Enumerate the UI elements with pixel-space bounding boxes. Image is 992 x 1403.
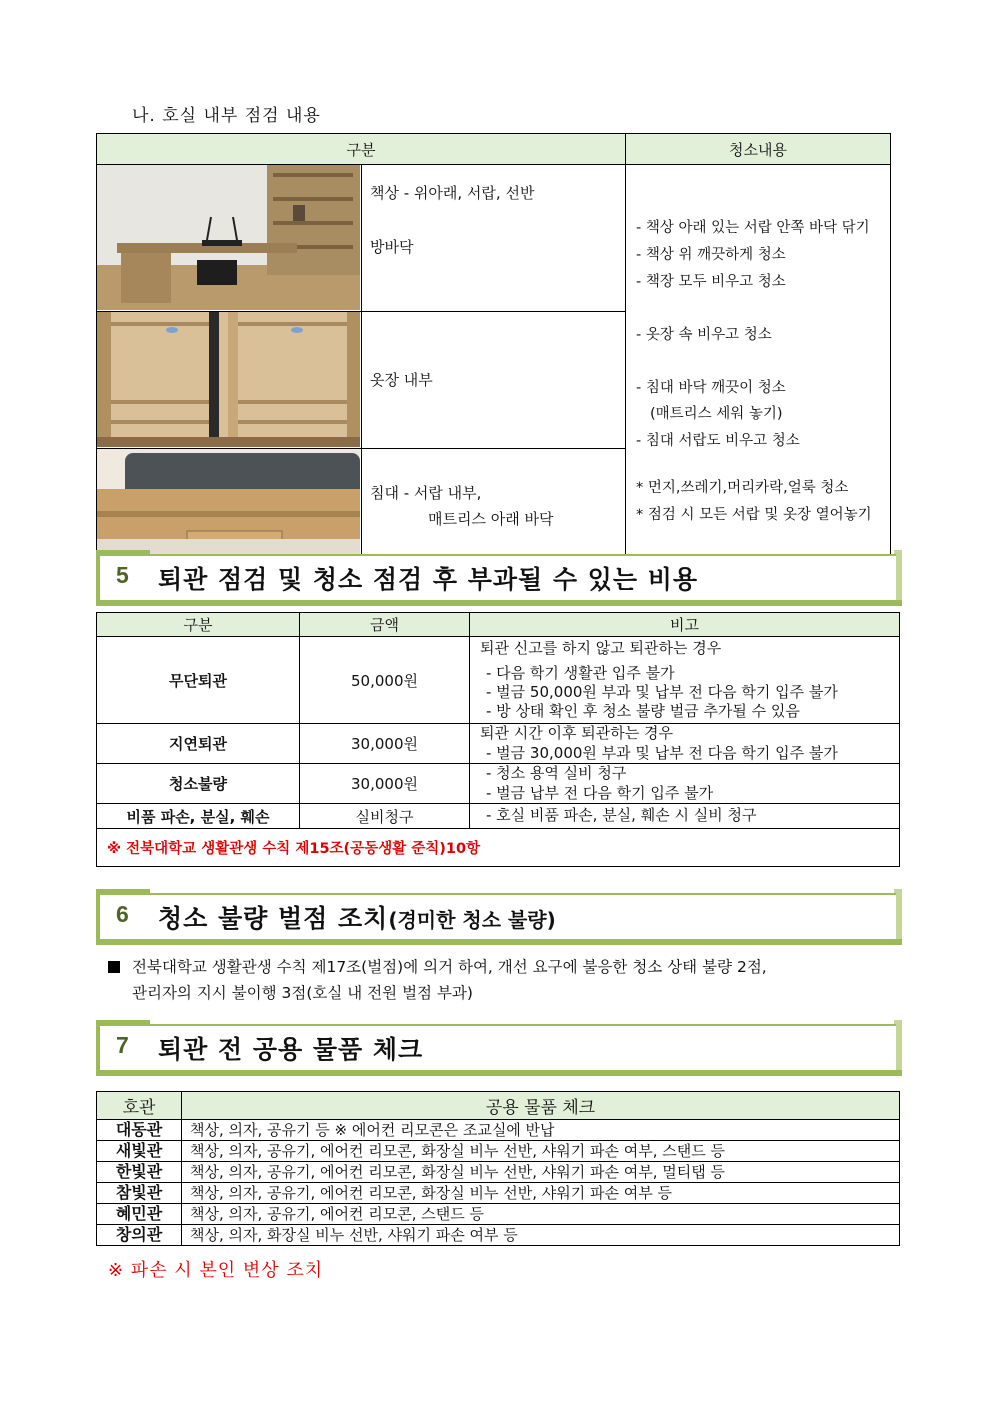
hall-name: 혜민관 (97, 1204, 182, 1225)
table-row (97, 804, 900, 829)
desk-photo (97, 165, 362, 312)
bed-line: 침대 - 서랍 내부, (370, 484, 482, 502)
fee-notes (470, 637, 900, 724)
note-line: - 청소 용역 실비 청구 (486, 764, 627, 783)
fee-amount: 실비청구 (300, 804, 470, 829)
hall-items: 책상, 의자, 공유기, 에어컨 리모콘, 스탠드 등 (182, 1204, 900, 1225)
wardrobe-description (362, 312, 626, 449)
hall-items: 책상, 의자, 공유기 등 ※ 에어컨 리모콘은 조교실에 반납 (182, 1120, 900, 1141)
clean-note: * 점검 시 모든 서랍 및 옷장 열어놓기 (636, 506, 872, 523)
clean-item: - 침대 바닥 깨끗이 청소 (636, 379, 786, 396)
fee-table (96, 612, 900, 867)
hall-name: 새빛관 (97, 1141, 182, 1162)
fee-header-type: 구분 (97, 613, 300, 637)
header-cleaning: 청소내용 (626, 134, 891, 165)
section-6-header (96, 889, 902, 945)
table-row (97, 764, 900, 804)
hall-name: 대동관 (97, 1120, 182, 1141)
section-title-main: 청소 불량 벌점 조치 (158, 904, 389, 933)
table-row (97, 1162, 900, 1183)
section-title-sub: (경미한 청소 불량) (388, 908, 556, 932)
table-row (97, 1141, 900, 1162)
section-5-header (96, 550, 902, 606)
fee-type: 무단퇴관 (97, 637, 300, 724)
fee-header-amount: 금액 (300, 613, 470, 637)
section-title (158, 899, 556, 935)
note-line: - 다음 학기 생활관 입주 불가 (486, 663, 675, 682)
fee-header-notes: 비고 (470, 613, 900, 637)
bed-photo (97, 449, 362, 560)
section-7-header (96, 1020, 902, 1076)
penalty-paragraph (108, 955, 898, 1006)
hall-items: 책상, 의자, 공유기, 에어컨 리모콘, 화장실 비누 선반, 샤워기 파손 여부, 스탠드 등 (182, 1141, 900, 1162)
fee-notes (470, 764, 900, 804)
section-subheading: 나. 호실 내부 점검 내용 (132, 106, 321, 126)
section-title: 퇴관 점검 및 청소 점검 후 부과될 수 있는 비용 (158, 565, 699, 594)
bed-description (362, 449, 626, 560)
square-bullet-icon (108, 961, 120, 973)
fee-type: 청소불량 (97, 764, 300, 804)
hall-items: 책상, 의자, 화장실 비누 선반, 샤워기 파손 여부 등 (182, 1225, 900, 1246)
section-number: 5 (116, 562, 129, 588)
clean-item: (매트리스 세워 놓기) (650, 406, 783, 423)
fee-amount: 30,000원 (300, 724, 470, 764)
bed-line-2: 매트리스 아래 바닥 (428, 509, 554, 528)
table-row (97, 1225, 900, 1246)
section-number: 7 (116, 1032, 129, 1058)
damage-note: ※ 파손 시 본인 변상 조치 (108, 1260, 324, 1281)
note-line: 퇴관 시간 이후 퇴관하는 경우 (480, 724, 673, 743)
hall-items: 책상, 의자, 공유기, 에어컨 리모콘, 화장실 비누 선반, 샤워기 파손 여부, 멀티탭 등 (182, 1162, 900, 1183)
desk-description (362, 165, 626, 312)
note-line: - 호실 비품 파손, 분실, 훼손 시 실비 청구 (486, 806, 757, 825)
clean-item: - 침대 서랍도 비우고 청소 (636, 433, 800, 450)
clean-note: * 먼지,쓰레기,머리카락,얼룩 청소 (636, 480, 849, 497)
inspection-table (96, 133, 891, 560)
clean-item: - 책장 모두 비우고 청소 (636, 273, 786, 290)
note-line: 퇴관 신고를 하지 않고 퇴관하는 경우 (480, 638, 722, 657)
table-row (97, 1204, 900, 1225)
note-line: - 벌금 30,000원 부과 및 납부 전 다음 학기 입주 불가 (486, 743, 838, 762)
clean-item: - 옷장 속 비우고 청소 (636, 326, 772, 343)
note-line: - 방 상태 확인 후 청소 불량 벌금 추가될 수 있음 (486, 702, 800, 721)
regulation-note: ※ 전북대학교 생활관생 수칙 제15조(공동생활 준칙)10항 (97, 829, 900, 867)
fee-type: 지연퇴관 (97, 724, 300, 764)
fee-amount: 50,000원 (300, 637, 470, 724)
hall-name: 한빛관 (97, 1162, 182, 1183)
fee-notes (470, 724, 900, 764)
section-title: 퇴관 전 공용 물품 체크 (158, 1035, 424, 1064)
hall-name: 창의관 (97, 1225, 182, 1246)
table-row (97, 724, 900, 764)
note-line: - 벌금 50,000원 부과 및 납부 전 다음 학기 입주 불가 (486, 683, 838, 701)
floor-line: 방바닥 (370, 237, 414, 256)
items-table (96, 1091, 900, 1246)
table-row (97, 1183, 900, 1204)
items-header-check: 공용 물품 체크 (182, 1092, 900, 1120)
wardrobe-line: 옷장 내부 (370, 371, 433, 389)
wardrobe-photo (97, 312, 362, 449)
section-number: 6 (116, 901, 129, 927)
table-row (97, 637, 900, 724)
header-category: 구분 (97, 134, 626, 165)
fee-amount: 30,000원 (300, 764, 470, 804)
table-row (97, 1120, 900, 1141)
hall-name: 참빛관 (97, 1183, 182, 1204)
clean-item: - 책상 아래 있는 서랍 안쪽 바닥 닦기 (636, 220, 870, 237)
fee-type: 비품 파손, 분실, 훼손 (97, 804, 300, 829)
items-header-hall: 호관 (97, 1092, 182, 1120)
cleaning-instructions (626, 165, 891, 560)
desk-line: 책상 - 위아래, 서랍, 선반 (370, 184, 535, 202)
note-line: - 벌금 납부 전 다음 학기 입주 불가 (486, 783, 714, 802)
penalty-line: 관리자의 지시 불이행 3점(호실 내 전원 벌점 부과) (132, 983, 473, 1002)
clean-item: - 책상 위 깨끗하게 청소 (636, 247, 786, 264)
hall-items: 책상, 의자, 공유기, 에어컨 리모콘, 화장실 비누 선반, 샤워기 파손 여부 등 (182, 1183, 900, 1204)
penalty-line: 전북대학교 생활관생 수칙 제17조(벌점)에 의거 하여, 개선 요구에 불응한 청소 상태 불량 2점, (132, 958, 767, 976)
fee-notes (470, 804, 900, 829)
